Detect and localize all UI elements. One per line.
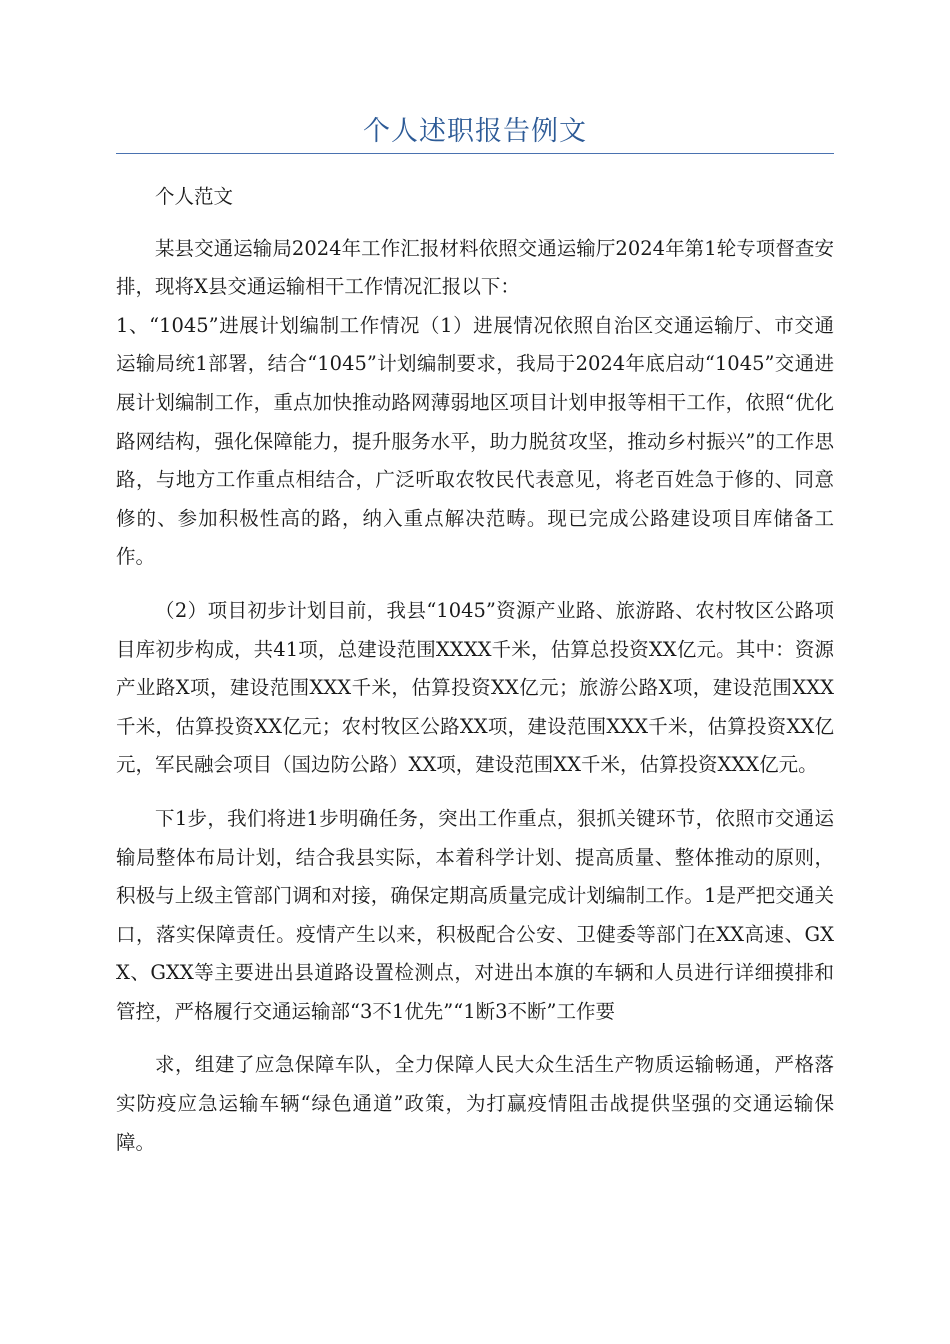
- project-plan-paragraph: （2）项目初步计划目前，我县“1045”资源产业路、旅游路、农村牧区公路项目库初步构成，共41项，总建设范围XXXX千米，估算总投资XX亿元。其中：资源产业路X项，建设范围XXX千米，估算投资XX亿元；旅游公路X项，建设范围XXX千米，估算投资XX亿元；农村牧区公路XX项，建设范围XXX千米，估算投资XX亿元，军民融会项目（国边防公路）XX项，建设范围XX千米，估算投资XXX亿元。: [116, 598, 834, 777]
- section-1-paragraph: 1、“1045”进展计划编制工作情况（1）进展情况依照自治区交通运输厅、市交通运输局统1部署，结合“1045”计划编制要求，我局于2024年底启动“1045”交通进展计划编制工作，重点加快推动路网薄弱地区项目计划申报等相干工作，依照“优化路网结构，强化保障能力，提升服务水平，助力脱贫攻坚，推动乡村振兴”的工作思路，与地方工作重点相结合，广泛听取农牧民代表意见，将老百姓急于修的、同意修的、参加积极性高的路，纳入重点解决范畴。现已完成公路建设项目库储备工作。: [116, 313, 834, 569]
- document-title: 个人述职报告例文: [363, 116, 587, 147]
- next-steps-paragraph: 下1步，我们将进1步明确任务，突出工作重点，狠抓关键环节，依照市交通运输局整体布局计划，结合我县实际，本着科学计划、提高质量、整体推动的原则，积极与上级主管部门调和对接，确保定期高质量完成计划编制工作。1是严把交通关口，落实保障责任。疫情产生以来，积极配合公安、卫健委等部门在XX高速、GXX、GXX等主要进出县道路设置检测点，对进出本旗的车辆和人员进行详细摸排和管控，严格履行交通运输部“3不1优先”“1断3不断”工作要: [116, 806, 834, 1023]
- subtitle-paragraph: 个人范文: [155, 185, 234, 208]
- title-underline: [116, 153, 834, 154]
- document-body: [116, 178, 834, 1162]
- continuation-paragraph: 求，组建了应急保障车队，全力保障人民大众生活生产物质运输畅通，严格落实防疫应急运输车辆“绿色通道”政策，为打赢疫情阻击战提供坚强的交通运输保障。: [116, 1053, 834, 1154]
- intro-paragraph: 某县交通运输局2024年工作汇报材料依照交通运输厅2024年第1轮专项督查安排，现将X县交通运输相干工作情况汇报以下：: [116, 236, 834, 299]
